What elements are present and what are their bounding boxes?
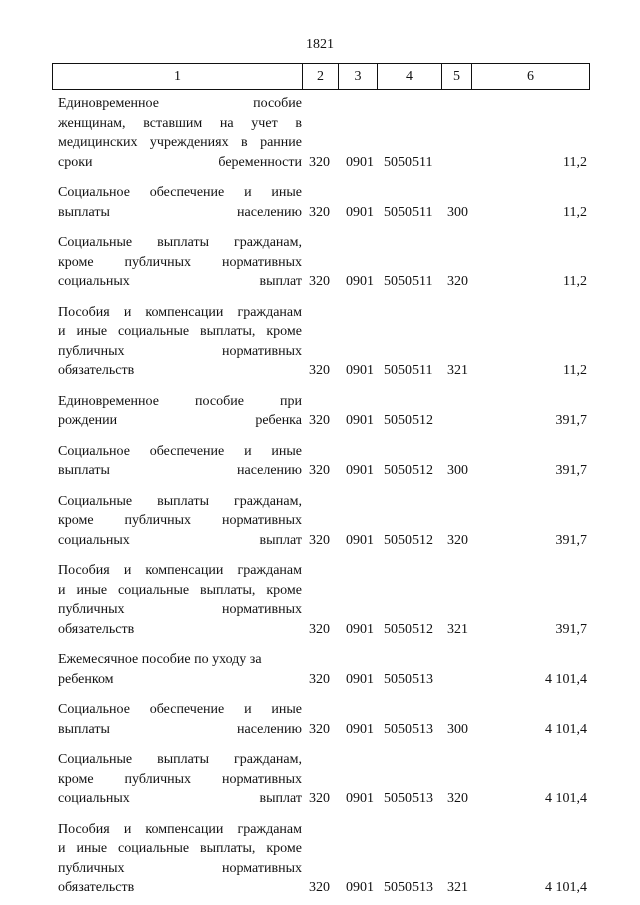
row-description: Социальные выплаты гражданам, кроме публичных нормативных социальных выплат — [58, 235, 302, 289]
column-header-4: 4 — [378, 64, 442, 90]
row-col5: 320 — [447, 274, 468, 289]
column-header-2: 2 — [303, 64, 339, 90]
row-col4: 5050513 — [384, 721, 433, 737]
row-col4: 5050512 — [384, 463, 433, 478]
row-col3: 0901 — [346, 363, 374, 378]
row-col3: 0901 — [346, 204, 374, 220]
row-description: Пособия и компенсации гражданам и иные социальные выплаты, кроме публичных нормативных обязательств — [58, 563, 302, 637]
row-col6: 391,7 — [555, 621, 587, 637]
column-header-5: 5 — [442, 64, 472, 90]
row-description: Единовременное пособие женщинам, вставшим на учет в медицинских учреждениях в ранние сроки беременности — [58, 96, 302, 170]
row-description: Социальное обеспечение и иные выплаты населению — [58, 443, 302, 478]
row-col4: 5050513 — [384, 671, 433, 687]
page-number: 1821 — [306, 37, 334, 52]
row-col6: 4 101,4 — [545, 721, 587, 737]
row-col2: 320 — [309, 413, 330, 428]
table-row — [0, 442, 640, 481]
row-col6: 11,2 — [563, 154, 587, 170]
table-row — [0, 492, 640, 551]
row-col4: 5050512 — [384, 413, 433, 428]
row-description: Социальные выплаты гражданам, кроме публичных нормативных социальных выплат — [58, 752, 302, 806]
row-col6: 11,2 — [563, 274, 587, 289]
row-col3: 0901 — [346, 721, 374, 737]
row-col3: 0901 — [346, 413, 374, 428]
row-col5: 320 — [447, 791, 468, 806]
row-col5: 300 — [447, 721, 468, 737]
column-header-1: 1 — [53, 64, 303, 90]
row-col3: 0901 — [346, 274, 374, 289]
column-header-6: 6 — [472, 64, 590, 90]
row-col4: 5050513 — [384, 791, 433, 806]
row-description: Ежемесячное пособие по уходу за ребенком — [58, 652, 262, 687]
row-col4: 5050513 — [384, 880, 433, 895]
row-col4: 5050511 — [384, 154, 433, 170]
row-col6: 4 101,4 — [545, 880, 587, 895]
table-row — [0, 94, 640, 172]
row-col5: 300 — [447, 463, 468, 478]
row-col5: 300 — [447, 204, 468, 220]
row-description: Социальное обеспечение и иные выплаты населению — [58, 185, 302, 220]
row-col3: 0901 — [346, 621, 374, 637]
table-row — [0, 750, 640, 809]
row-col3: 0901 — [346, 154, 374, 170]
row-col3: 0901 — [346, 791, 374, 806]
row-col2: 320 — [309, 721, 330, 737]
row-description: Социальные выплаты гражданам, кроме публичных нормативных социальных выплат — [58, 493, 302, 548]
row-col2: 320 — [309, 204, 330, 220]
table-row — [0, 392, 640, 431]
row-col2: 320 — [309, 880, 330, 895]
row-col4: 5050512 — [384, 621, 433, 637]
row-col4: 5050511 — [384, 363, 433, 378]
table-row — [0, 561, 640, 639]
row-col2: 320 — [309, 532, 330, 548]
row-description: Пособия и компенсации гражданам и иные социальные выплаты, кроме публичных нормативных обязательств — [58, 304, 302, 378]
row-col6: 4 101,4 — [545, 791, 587, 806]
row-col6: 4 101,4 — [545, 671, 587, 687]
row-col3: 0901 — [346, 671, 374, 687]
row-col4: 5050511 — [384, 204, 433, 220]
row-col3: 0901 — [346, 532, 374, 548]
table-row — [0, 650, 640, 689]
row-col6: 391,7 — [555, 413, 587, 428]
row-col2: 320 — [309, 154, 330, 170]
row-col2: 320 — [309, 791, 330, 806]
column-header-3: 3 — [339, 64, 378, 90]
row-col5: 321 — [447, 621, 468, 637]
table-row — [0, 700, 640, 739]
row-col2: 320 — [309, 463, 330, 478]
table-row — [0, 820, 640, 898]
table-row — [0, 303, 640, 381]
row-col5: 321 — [447, 880, 468, 895]
row-col2: 320 — [309, 621, 330, 637]
row-col4: 5050512 — [384, 532, 433, 548]
row-col6: 391,7 — [555, 463, 587, 478]
row-col2: 320 — [309, 363, 330, 378]
row-col6: 391,7 — [555, 532, 587, 548]
row-col3: 0901 — [346, 463, 374, 478]
row-col6: 11,2 — [563, 363, 587, 378]
column-header-table — [52, 63, 590, 90]
table-row — [0, 233, 640, 292]
row-description: Пособия и компенсации гражданам и иные социальные выплаты, кроме публичных нормативных обязательств — [58, 821, 302, 895]
row-description: Единовременное пособие при рождении ребенка — [58, 393, 302, 428]
row-col2: 320 — [309, 671, 330, 687]
row-col2: 320 — [309, 274, 330, 289]
row-col5: 320 — [447, 532, 468, 548]
row-col5: 321 — [447, 363, 468, 378]
table-row — [0, 183, 640, 222]
row-col6: 11,2 — [563, 204, 587, 220]
row-col4: 5050511 — [384, 274, 433, 289]
row-description: Социальное обеспечение и иные выплаты населению — [58, 702, 302, 737]
row-col3: 0901 — [346, 880, 374, 895]
budget-rows — [0, 94, 640, 898]
